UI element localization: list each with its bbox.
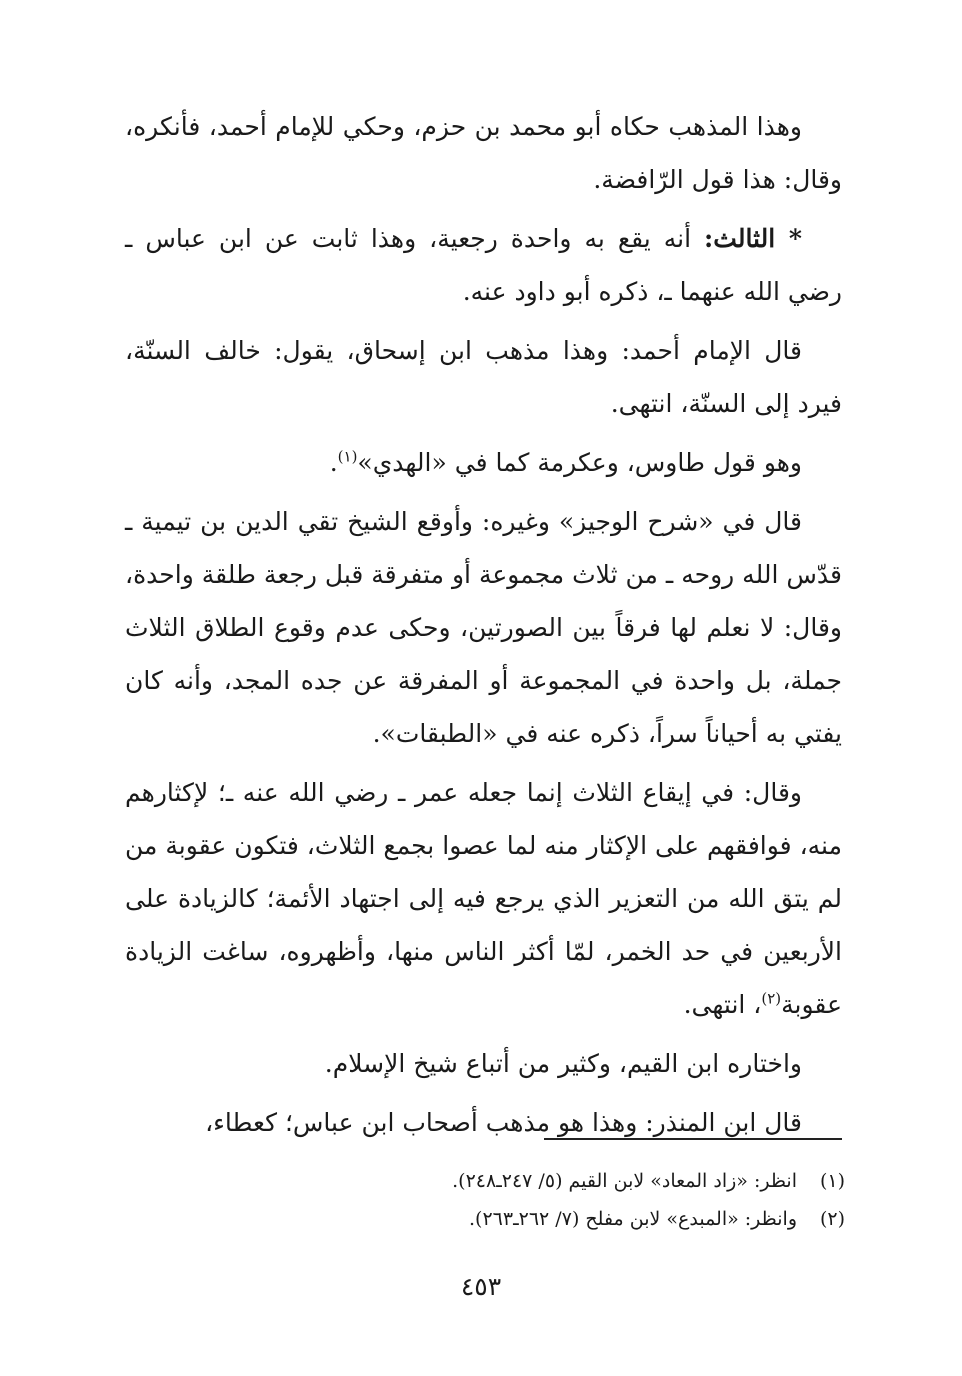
footnote-1 — [125, 1162, 845, 1200]
footnote-2-number: (٢) — [819, 1208, 845, 1230]
third-label: * الثالث: — [704, 224, 802, 253]
paragraph-ibn-hazm: وهذا المذهب حكاه أبو محمد بن حزم، وحكي للإمام أحمد، فأنكره، وقال: هذا قول الرّافضة. — [125, 112, 842, 194]
footnote-ref-2[interactable]: (٢) — [761, 989, 782, 1008]
paragraph-qal — [125, 766, 842, 1031]
footnote-divider — [544, 1138, 842, 1140]
footnote-1-number: (١) — [819, 1170, 845, 1192]
footnotes — [125, 1162, 845, 1238]
tawus-text: وهو قول طاوس، وعكرمة كما في «الهدي» — [357, 448, 802, 477]
footnote-1-text: انظر: «زاد المعاد» لابن القيم (٥/ ٢٤٧ـ٢٤٨). — [452, 1170, 797, 1192]
footnote-2-text: وانظر: «المبدع» لابن مفلح (٧/ ٢٦٢ـ٢٦٣). — [468, 1208, 797, 1230]
paragraph-sharh-alwajiz: قال في «شرح الوجيز» وغيره: وأوقع الشيخ تقي الدين بن تيمية ـ قدّس الله روحه ـ من ثلاث مجموعة أو متفرقة قبل رجعة طلقة واحدة، وقال: لا نعلم لها فرقاً بين الصورتين، وحكى عدم وقوع الطلاق الثلاث جملة، بل واحدة في المجموعة أو المفرقة عن جده المجد، وأنه كان يفتي به أحياناً سراً، ذكره عنه في «الطبقات». — [125, 507, 842, 748]
tawus-end: . — [329, 448, 338, 477]
paragraph-ibn-qayyim: واختاره ابن القيم، وكثير من أتباع شيخ الإسلام. — [324, 1049, 802, 1078]
footnote-2 — [125, 1200, 845, 1238]
paragraph-ibn-almundhir: قال ابن المنذر: وهذا هو مذهب أصحاب ابن عباس؛ كعطاء، — [205, 1108, 802, 1137]
paragraph-tawus — [125, 436, 842, 489]
main-text — [125, 100, 842, 1155]
third-text: أنه يقع به واحدة رجعية، وهذا ثابت عن ابن عباس ـ رضي الله عنهما ـ، ذكره أبو داود عنه. — [125, 224, 842, 306]
paragraph-imam-ahmad: قال الإمام أحمد: وهذا مذهب ابن إسحاق، يقول: خالف السنّة، فيرد إلى السنّة، انتهى. — [125, 336, 842, 418]
footnote-ref-1[interactable]: (١) — [337, 447, 358, 466]
qal-end: ، انتهى. — [683, 990, 762, 1019]
qal-text: وقال: في إيقاع الثلاث إنما جعله عمر ـ رضي الله عنه ـ؛ لإكثارهم منه، فوافقهم على الإكثار منه لما عصوا بجمع الثلاث، فتكون عقوبة من لم يتق الله من التعزير الذي يرجع فيه إلى اجتهاد الأئمة؛ كالزيادة على الأربعين في حد الخمر، لمّا أكثر الناس منها، وأظهروه، ساغت الزيادة عقوبة — [125, 778, 842, 1019]
page-number: ٤٥٣ — [460, 1272, 502, 1301]
paragraph-third-opinion — [125, 212, 842, 318]
